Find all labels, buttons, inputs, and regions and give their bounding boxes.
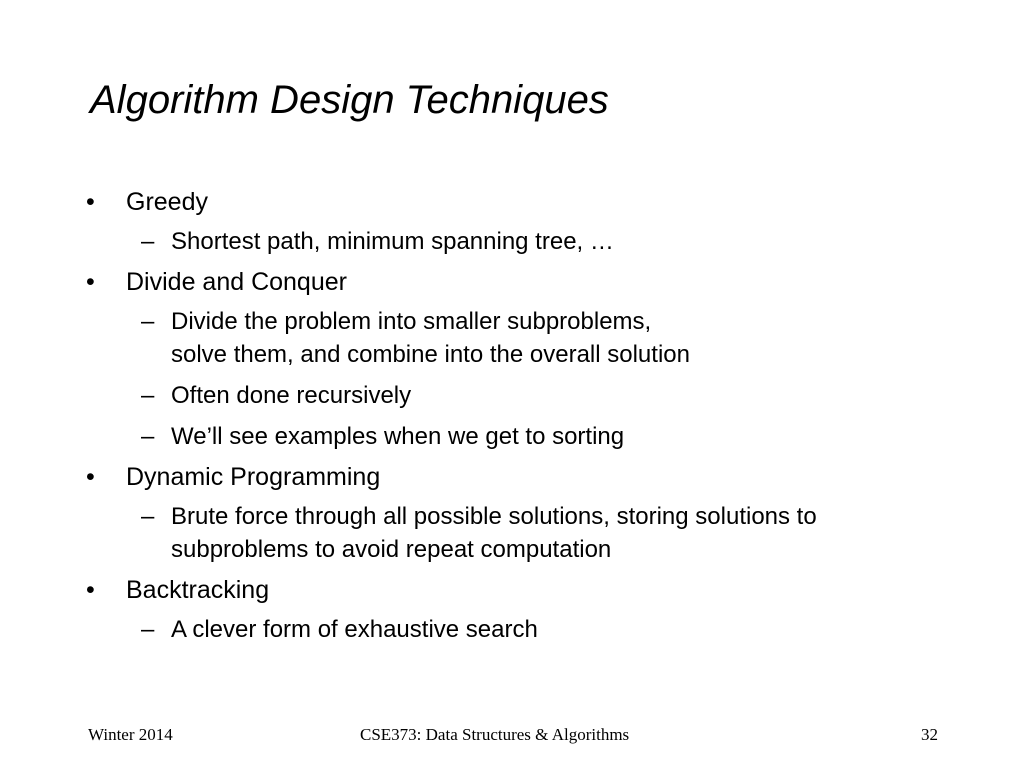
sub-bullet-marker: – bbox=[141, 382, 155, 409]
sub-bullet-item bbox=[126, 420, 986, 453]
bullet-text: Divide and Conquer bbox=[126, 268, 347, 296]
sub-list bbox=[126, 225, 986, 258]
bullet-text: Dynamic Programming bbox=[126, 463, 381, 491]
sub-list bbox=[126, 613, 986, 646]
bullet-item-dynamic-programming bbox=[86, 461, 986, 566]
bullet-marker: • bbox=[86, 268, 95, 296]
footer-slide-number: 32 bbox=[921, 725, 938, 744]
sub-bullet-text: Often done recursively bbox=[171, 382, 412, 409]
sub-bullet-marker: – bbox=[141, 423, 155, 450]
sub-bullet-marker: – bbox=[141, 616, 155, 643]
sub-bullet-item bbox=[126, 379, 986, 412]
bullet-item-backtracking bbox=[86, 574, 986, 646]
sub-bullet-marker: – bbox=[141, 503, 155, 530]
sub-list bbox=[126, 305, 986, 453]
footer-course: CSE373: Data Structures & Algorithms bbox=[360, 725, 630, 744]
bullet-marker: • bbox=[86, 188, 95, 216]
sub-bullet-text: Shortest path, minimum spanning tree, … bbox=[171, 228, 614, 255]
sub-bullet-text: Brute force through all possible solutions, storing solutions to subproblems to avoid repeat computation bbox=[171, 503, 817, 563]
sub-bullet-marker: – bbox=[141, 308, 155, 335]
sub-bullet-marker: – bbox=[141, 228, 155, 255]
slide-title: Algorithm Design Techniques bbox=[90, 78, 609, 122]
bullet-item-greedy bbox=[86, 186, 986, 258]
sub-bullet-item bbox=[126, 305, 986, 371]
sub-bullet-text: We’ll see examples when we get to sorting bbox=[171, 423, 625, 450]
bullet-text: Backtracking bbox=[126, 576, 270, 604]
bullet-marker: • bbox=[86, 463, 95, 491]
bullet-list bbox=[86, 186, 986, 654]
sub-bullet-text: Divide the problem into smaller subproblems, solve them, and combine into the overall solution bbox=[171, 308, 690, 368]
sub-bullet-item bbox=[126, 225, 986, 258]
sub-bullet-text: A clever form of exhaustive search bbox=[171, 616, 538, 643]
sub-bullet-item bbox=[126, 500, 986, 566]
bullet-item-divide-and-conquer bbox=[86, 266, 986, 453]
bullet-marker: • bbox=[86, 576, 95, 604]
footer-term: Winter 2014 bbox=[88, 725, 173, 744]
sub-bullet-item bbox=[126, 613, 986, 646]
bullet-text: Greedy bbox=[126, 188, 208, 216]
sub-list bbox=[126, 500, 986, 566]
